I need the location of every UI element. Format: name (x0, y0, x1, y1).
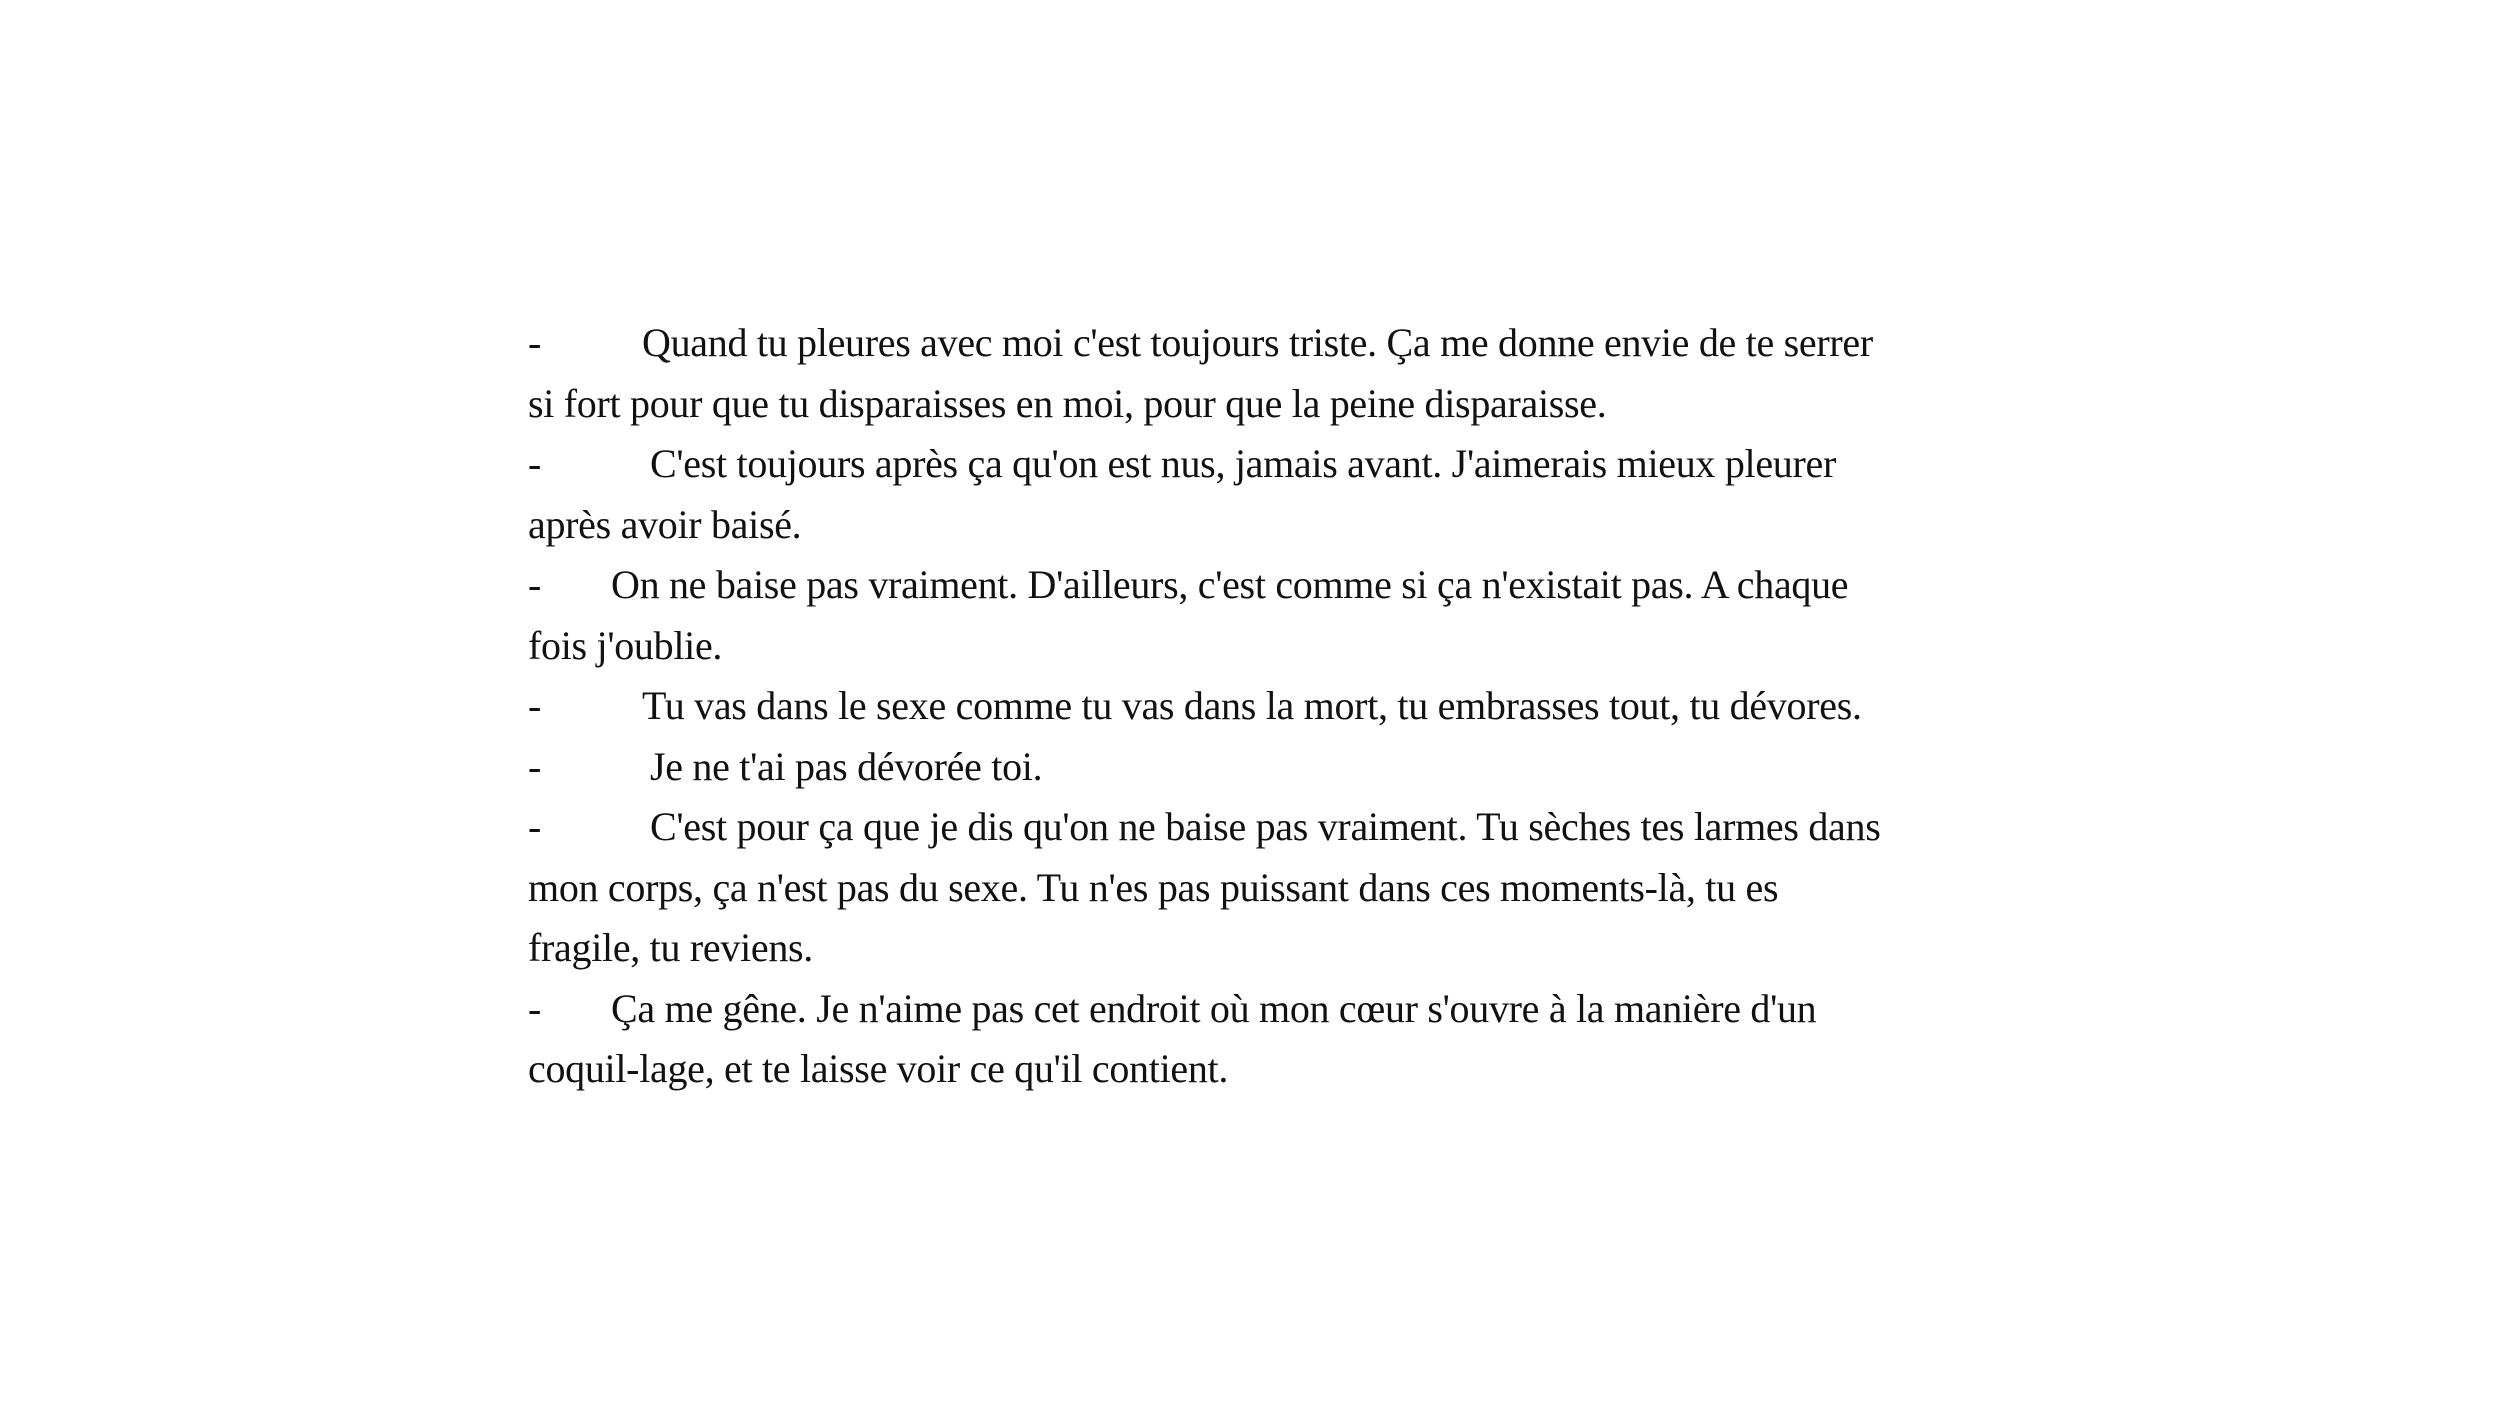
line-text: Tu vas dans le sexe comme tu vas dans la mort, tu embrasses tout, tu dévores. (642, 683, 1862, 728)
line-text: C'est toujours après ça qu'on est nus, jamais avant. J'aimerais mieux pleurer (650, 441, 1836, 486)
dialogue-dash: - (528, 985, 542, 1031)
line-text: On ne baise pas vraiment. D'ailleurs, c'est comme si ça n'existait pas. A chaque (611, 562, 1849, 607)
line-text: si fort pour que tu disparaisses en moi, pour que la peine disparaisse. (528, 380, 1607, 426)
line-text: fois j'oublie. (528, 622, 723, 668)
line-text: après avoir baisé. (528, 501, 802, 547)
text-line (528, 676, 1998, 737)
text-line (528, 979, 1998, 1040)
text-line (528, 797, 1998, 858)
dialogue-dash: - (528, 562, 542, 607)
dialogue-dash: - (528, 683, 542, 728)
dialogue-dash: - (528, 441, 542, 486)
line-text: Je ne t'ai pas dévorée toi. (650, 743, 1043, 789)
text-line (528, 374, 1998, 435)
text-line (528, 858, 1998, 919)
line-text: Ça me gêne. Je n'aime pas cet endroit où mon cœur s'ouvre à la manière d'un (611, 985, 1817, 1031)
text-line (528, 616, 1998, 677)
text-line (528, 434, 1998, 495)
dialogue-dash: - (528, 743, 542, 789)
line-text: fragile, tu reviens. (528, 925, 813, 970)
line-text: mon corps, ça n'est pas du sexe. Tu n'es pas puissant dans ces moments-là, tu es (528, 864, 1779, 910)
dialogue-dash: - (528, 804, 542, 849)
text-line (528, 737, 1998, 798)
dialogue-dash: - (528, 320, 542, 365)
dialogue-text-block (528, 313, 1998, 1100)
text-line (528, 1039, 1998, 1100)
text-line (528, 555, 1998, 616)
text-line (528, 313, 1998, 374)
line-text: coquil-lage, et te laisse voir ce qu'il contient. (528, 1046, 1229, 1091)
line-text: Quand tu pleures avec moi c'est toujours triste. Ça me donne envie de te serrer (642, 320, 1873, 365)
text-line (528, 495, 1998, 556)
line-text: C'est pour ça que je dis qu'on ne baise pas vraiment. Tu sèches tes larmes dans (650, 804, 1881, 849)
text-line (528, 918, 1998, 979)
